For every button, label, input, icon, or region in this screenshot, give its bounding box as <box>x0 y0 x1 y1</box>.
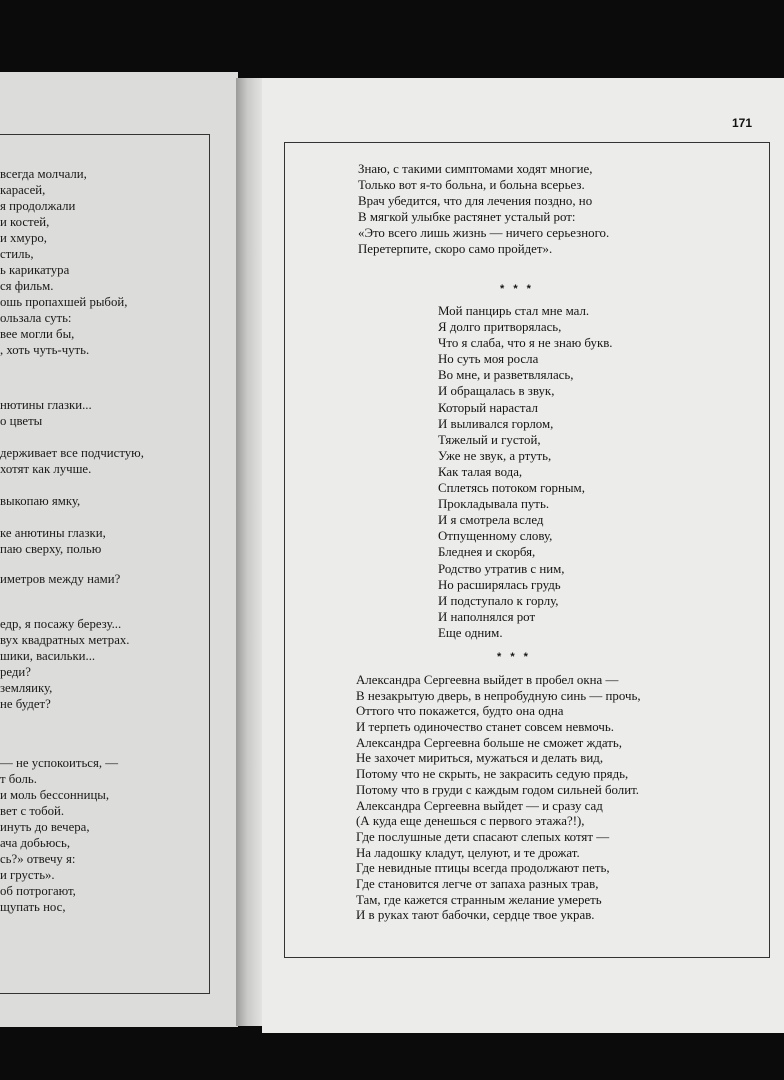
text-line: ользала суть: <box>0 311 72 325</box>
right-page <box>262 78 784 1033</box>
poem-line: Еще одним. <box>438 625 503 640</box>
poem-1 <box>358 161 609 258</box>
poem-line: И обращалась в звук, <box>438 384 555 399</box>
poem-line: Не захочет мириться, мужаться и делать вид, <box>356 751 604 766</box>
text-line: об потрогают, <box>0 884 76 898</box>
text-line: паю сверху, полью <box>0 542 102 556</box>
text-line: ь карикатура <box>0 263 70 277</box>
text-line: всегда молчали, <box>0 167 87 181</box>
section-separator: * * * <box>500 283 534 295</box>
text-line: выкопаю ямку, <box>0 494 81 508</box>
text-line: не будет? <box>0 697 51 711</box>
text-line: ошь пропахшей рыбой, <box>0 295 128 309</box>
poem-line: И наполнялся рот <box>438 609 536 624</box>
poem-line: Где послушные дети спасают слепых котят — <box>356 829 610 844</box>
text-line: ся фильм. <box>0 279 54 293</box>
text-line: шики, васильки... <box>0 649 96 663</box>
poem-line: (А куда еще денешься с первого этажа?!), <box>356 814 585 829</box>
text-line: и грусть». <box>0 868 55 882</box>
text-line: и хмуро, <box>0 231 47 245</box>
text-line: стиль, <box>0 247 34 261</box>
text-line: едр, я посажу березу... <box>0 617 122 631</box>
text-line: ке анютины глазки, <box>0 526 106 540</box>
poem-line: И я смотрела вслед <box>438 513 544 528</box>
poem-line: Уже не звук, а ртуть, <box>438 448 552 463</box>
poem-line: Где невидные птицы всегда продолжают петь, <box>356 861 610 876</box>
poem-line: Александра Сергеевна выйдет в пробел окна — <box>356 673 619 687</box>
poem-line: Сплетясь потоком горным, <box>438 481 585 496</box>
text-line: вет с тобой. <box>0 804 65 818</box>
poem-line: В мягкой улыбке растянет усталый рот: <box>358 210 576 225</box>
poem-line: «Это всего лишь жизнь — ничего серьезного. <box>358 226 610 241</box>
poem-line: Во мне, и разветвлялась, <box>438 368 574 383</box>
text-line: карасей, <box>0 183 46 197</box>
text-line: и костей, <box>0 215 50 229</box>
poem-3 <box>356 673 641 924</box>
text-line: инуть до вечера, <box>0 820 90 834</box>
poem-line: На ладошку кладут, целуют, и те дрожат. <box>356 845 580 860</box>
poem-line: Но расширялась грудь <box>438 577 561 592</box>
poem-line: Врач убедится, что для лечения поздно, но <box>358 194 593 209</box>
poem-line: Александра Сергеевна выйдет — и сразу сад <box>356 798 603 813</box>
text-line: , хоть чуть-чуть. <box>0 343 90 357</box>
text-line: сь?» отвечу я: <box>0 852 76 866</box>
poem-line: И подступало к горлу, <box>438 593 559 608</box>
section-separator: * * * <box>497 651 531 663</box>
poem-line: Александра Сергеевна больше не сможет ждать, <box>356 735 623 750</box>
poem-line: Потому что не скрыть, не закрасить седую прядь, <box>356 767 629 782</box>
poem-line: Знаю, с такими симптомами ходят многие, <box>358 162 593 176</box>
poem-line: Только вот я-то больна, и больна всерьез. <box>358 178 585 193</box>
text-line: и моль бессонницы, <box>0 788 110 802</box>
poem-line: Что я слаба, что я не знаю букв. <box>438 336 613 351</box>
book-gutter <box>236 78 264 1026</box>
poem-line: Отпущенному слову, <box>438 529 553 544</box>
poem-line: Там, где кажется странным желание умереть <box>356 892 602 907</box>
poem-line: И выливался горлом, <box>438 416 554 431</box>
text-line: я продолжали <box>0 199 76 213</box>
poem-line: Но суть моя росла <box>438 352 539 367</box>
text-line: ача добьюсь, <box>0 836 71 850</box>
poem-line: Как талая вода, <box>438 464 523 479</box>
text-line: иметров между нами? <box>0 572 121 586</box>
poem-line: Я долго притворялась, <box>438 320 562 335</box>
poem-line: И терпеть одиночество станет совсем невмочь. <box>356 720 614 735</box>
text-line: щупать нос, <box>0 900 66 914</box>
poem-2 <box>438 303 613 641</box>
poem-line: Оттого что покажется, будто она одна <box>356 704 564 719</box>
left-page <box>0 72 238 1027</box>
poem-line: Родство утратив с ним, <box>438 561 565 576</box>
poem-line: И в руках тают бабочки, сердце твое украв. <box>356 908 595 923</box>
text-line: земляику, <box>0 681 53 695</box>
poem-line: Потому что в груди с каждым годом сильней болит. <box>356 782 640 797</box>
text-line: о цветы <box>0 414 43 428</box>
text-line: держивает все подчистую, <box>0 446 144 460</box>
poem-line: Прокладывала путь. <box>438 497 550 512</box>
text-line: вух квадратных метрах. <box>0 633 130 647</box>
poem-line: Тяжелый и густой, <box>438 432 541 447</box>
poem-line: В незакрытую дверь, в непробудную синь — прочь, <box>356 688 641 703</box>
poem-line: Перетерпите, скоро само пройдет». <box>358 242 553 257</box>
text-line: вее могли бы, <box>0 327 75 341</box>
text-line: т боль. <box>0 772 37 786</box>
poem-line: Мой панцирь стал мне мал. <box>438 304 590 318</box>
poem-line: Который нарастал <box>438 400 538 415</box>
poem-line: Бледнея и скорбя, <box>438 545 536 560</box>
text-line: — не успокоиться, — <box>0 756 119 770</box>
poem-line: Где становится легче от запаха разных трав, <box>356 876 599 891</box>
text-line: реди? <box>0 665 31 679</box>
page-number: 171 <box>732 116 753 130</box>
text-line: нютины глазки... <box>0 398 92 412</box>
text-line: хотят как лучше. <box>0 462 92 476</box>
